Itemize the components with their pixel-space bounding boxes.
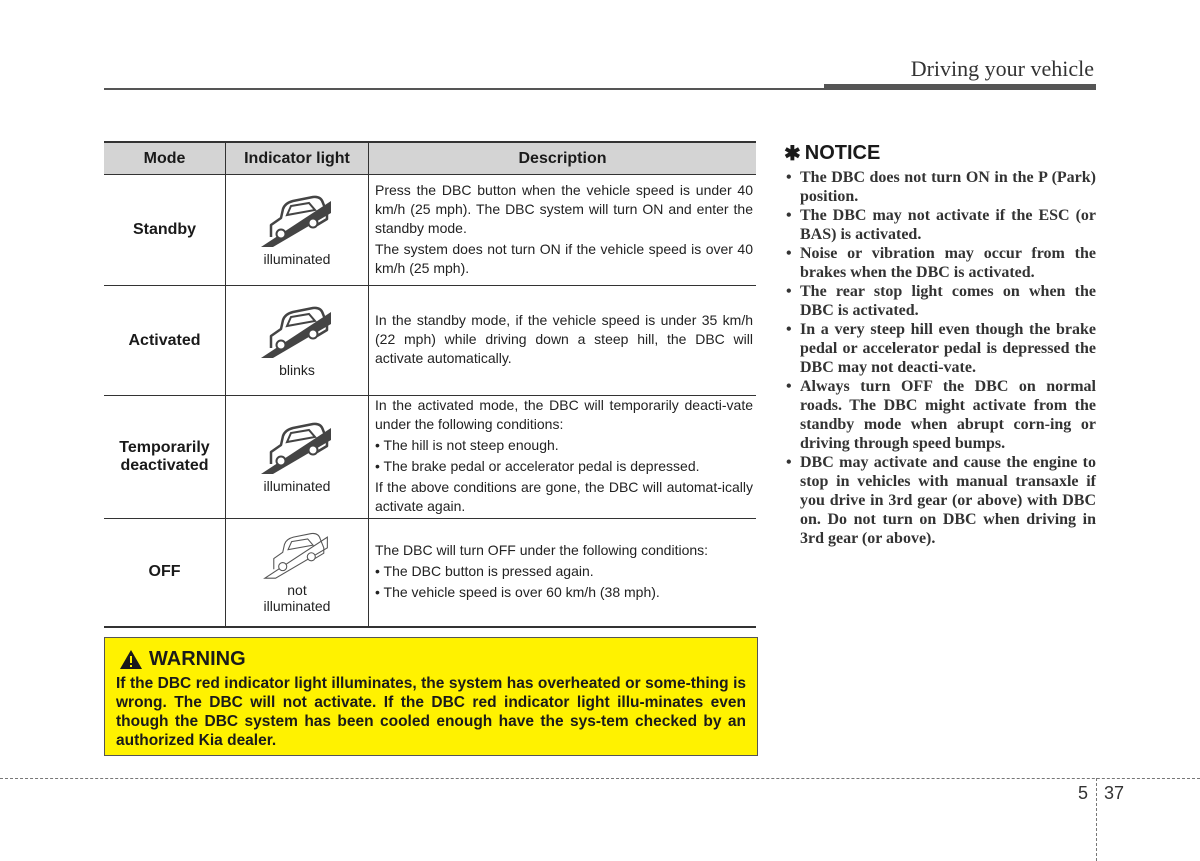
indicator-state: illuminated — [263, 251, 331, 267]
description-paragraph: The system does not turn ON if the vehicle speed is over 40 km/h (25 mph). — [375, 240, 753, 276]
warning-text: If the DBC red indicator light illuminates, the system has overheated or some-thing is wrong. The DBC will not activate. If the DBC red indicator light illu-minates even though the DBC system has been cooled enough have the sys-tem checked by an authorized Kia dealer. — [116, 675, 746, 749]
description-paragraph: • The brake pedal or accelerator pedal is depressed. — [375, 458, 700, 474]
indicator-state: blinks — [279, 361, 315, 378]
column-header-indicator: Indicator light — [226, 142, 369, 175]
description-cell — [369, 519, 757, 627]
notice-section — [784, 141, 1096, 548]
notice-item: • The DBC may not activate if the ESC (or BAS) is activated. — [786, 207, 1096, 243]
description-paragraph: Press the DBC button when the vehicle speed is under 40 km/h (25 mph). The DBC system will turn ON and enter the standby mode. — [375, 181, 753, 236]
chapter-number: 5 — [1077, 783, 1088, 803]
page-number: 37 — [1104, 783, 1125, 803]
notice-item: • The rear stop light comes on when the DBC is activated. — [786, 283, 1096, 319]
warning-box — [104, 637, 758, 756]
warning-heading — [119, 648, 746, 670]
column-header-mode: Mode — [104, 142, 226, 175]
warning-triangle-icon — [119, 649, 143, 670]
indicator-state: not illuminated — [263, 582, 331, 615]
mode-cell: Temporarily deactivated — [104, 396, 226, 519]
mode-cell: Standby — [104, 175, 226, 286]
header-rule-accent — [824, 84, 1096, 90]
dbc-hill-car-icon — [257, 304, 337, 360]
description-paragraph: • The hill is not steep enough. — [375, 437, 559, 453]
asterisk-icon: ✱ — [784, 143, 801, 165]
indicator-cell — [226, 519, 369, 627]
dbc-hill-car-icon — [257, 420, 337, 476]
indicator-cell — [226, 286, 369, 396]
notice-heading — [784, 141, 1096, 166]
table-row-standby — [104, 175, 756, 286]
notice-list — [784, 168, 1096, 548]
notice-item: • In a very steep hill even though the brake pedal or accelerator pedal is depressed the DBC may not deacti-vate. — [786, 321, 1096, 376]
header-rule — [104, 88, 824, 90]
notice-item: • Noise or vibration may occur from the brakes when the DBC is activated. — [786, 245, 1096, 281]
dbc-hill-car-icon — [257, 193, 337, 249]
description-paragraph: In the standby mode, if the vehicle speed is under 35 km/h (22 mph) while driving down a steep hill, the DBC will activate automatically. — [375, 312, 753, 366]
table-row-off — [104, 519, 756, 627]
page-header-title: Driving your vehicle — [910, 56, 1094, 81]
dbc-hill-car-outline-icon — [257, 530, 337, 580]
table-header-row — [104, 142, 756, 175]
description-paragraph: • The DBC button is pressed again. — [375, 562, 594, 579]
indicator-cell — [226, 175, 369, 286]
warning-title: WARNING — [149, 648, 246, 670]
description-cell — [369, 396, 757, 519]
description-paragraph: The DBC will turn OFF under the following conditions: — [375, 541, 709, 558]
notice-item: • The DBC does not turn ON in the P (Park) position. — [786, 169, 1096, 205]
notice-title: NOTICE — [804, 142, 881, 164]
description-cell — [369, 175, 757, 286]
table-row-temporarily-deactivated — [104, 396, 756, 519]
mode-cell: OFF — [104, 519, 226, 627]
description-paragraph: • The vehicle speed is over 60 km/h (38 mph). — [375, 583, 660, 600]
mode-cell: Activated — [104, 286, 226, 396]
table-row-activated — [104, 286, 756, 396]
description-paragraph: If the above conditions are gone, the DBC will automat-ically activate again. — [375, 479, 753, 514]
notice-item: • Always turn OFF the DBC on normal roads. The DBC might activate from the standby mode when abrupt corn-ing or driving through speed bumps. — [786, 378, 1096, 452]
indicator-cell — [226, 396, 369, 519]
footer-page-divider — [1096, 778, 1097, 861]
footer-divider — [0, 778, 1200, 779]
description-cell — [369, 286, 757, 396]
indicator-state: illuminated — [263, 478, 331, 494]
dbc-mode-table — [104, 141, 756, 628]
column-header-description: Description — [369, 142, 757, 175]
notice-item: • DBC may activate and cause the engine to stop in vehicles with manual transaxle if you drive in 3rd gear (or above) with DBC on. Do not turn on DBC when driving in 3rd gear (or above). — [786, 454, 1096, 547]
description-paragraph: In the activated mode, the DBC will temporarily deacti-vate under the following conditions: — [375, 397, 753, 432]
